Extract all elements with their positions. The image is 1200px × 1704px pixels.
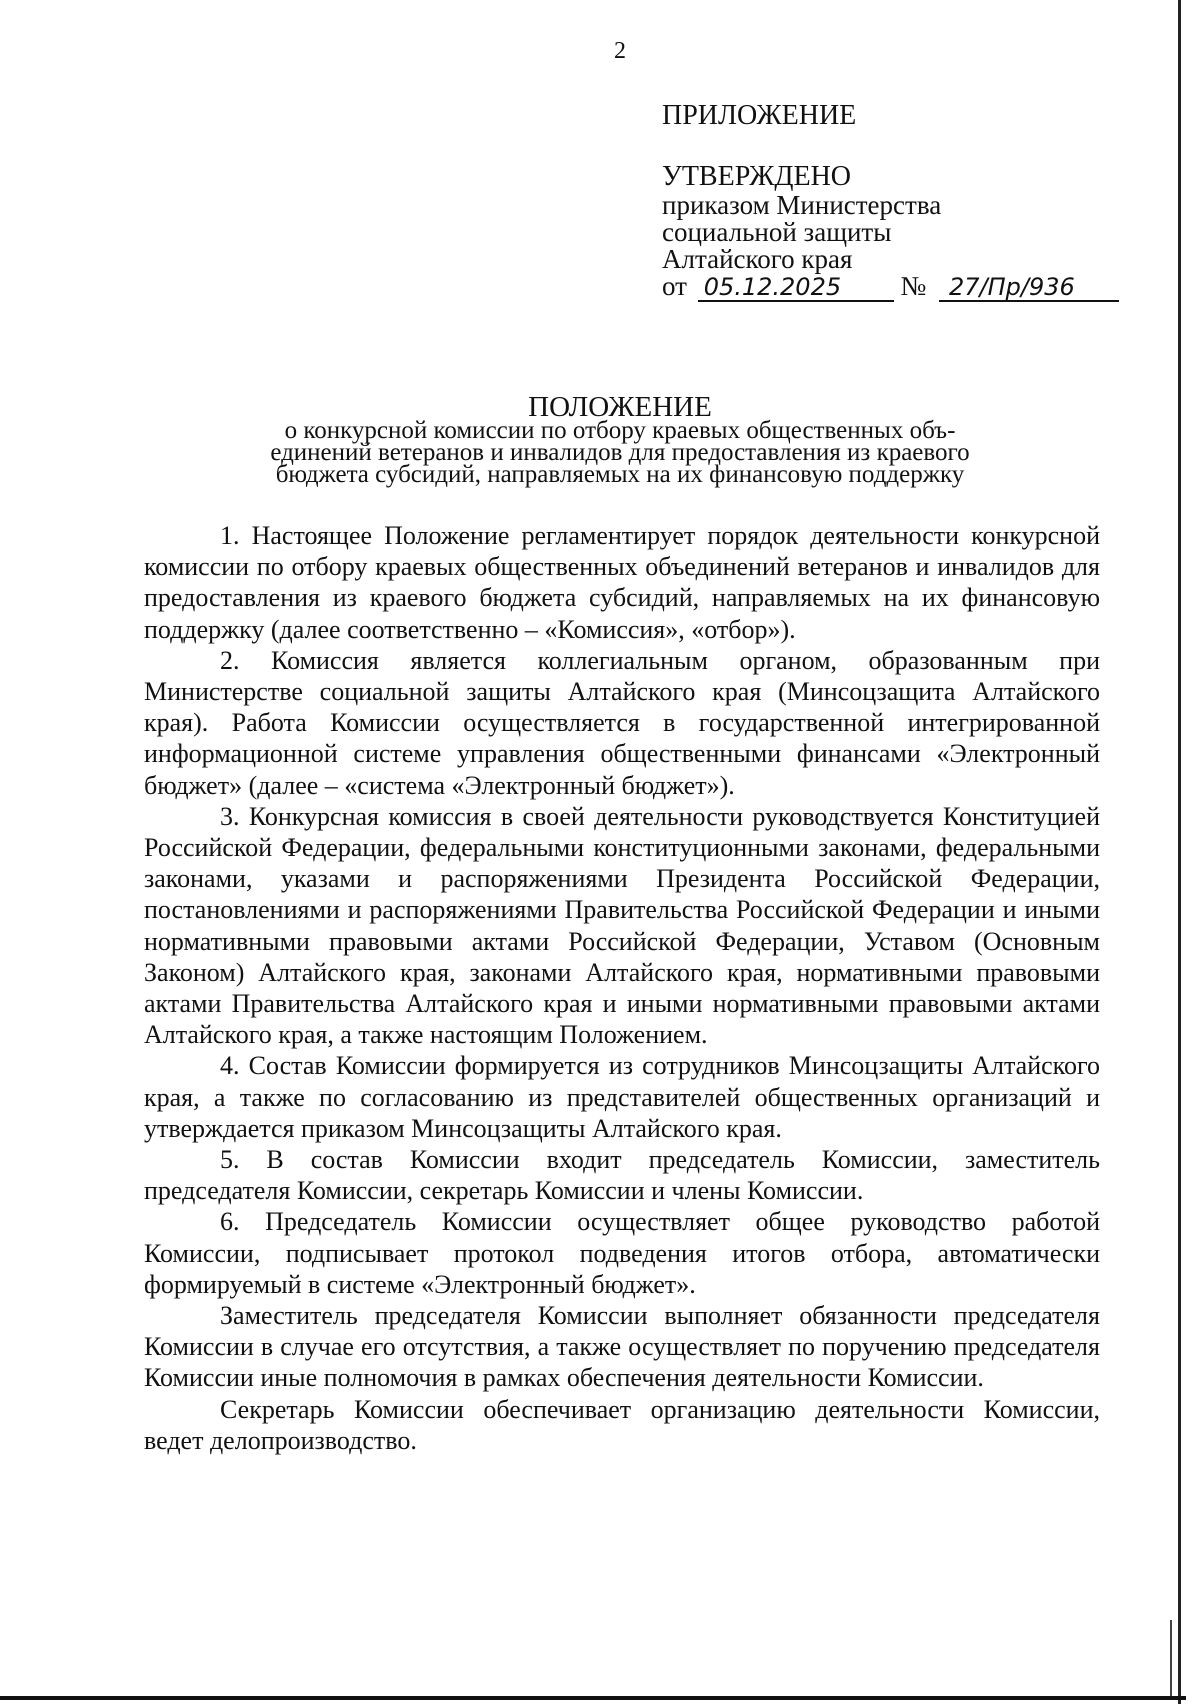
subtitle-line: единений ветеранов и инвалидов для предоставления из краевого — [270, 439, 970, 466]
document-body — [144, 520, 1100, 1456]
paragraph-2: 2. Комиссия является коллегиальным органом, образованным при Министерстве социальной защиты Алтайского края (Минсоцзащита Алтайского края). Работа Комиссии осуществляется в государственной интегрированной информационной системе управления общественными финансами «Электронный бюджет» (далее – «система «Электронный бюджет»). — [144, 645, 1100, 800]
paragraph-secretary: Секретарь Комиссии обеспечивает организацию деятельности Комиссии, ведет делопроизводство. — [144, 1394, 1100, 1455]
handwritten-order-number: 27/Пр/936 — [939, 274, 1119, 302]
order-line-2: социальной защиты — [662, 217, 892, 247]
scan-edge-bottom — [0, 1696, 1186, 1700]
approved-label: УТВЕРЖДЕНО — [662, 161, 852, 192]
appendix-label: ПРИЛОЖЕНИЕ — [662, 100, 857, 131]
document-title: ПОЛОЖЕНИЕ — [528, 391, 712, 423]
paragraph-6: 6. Председатель Комиссии осуществляет общее руководство работой Комиссии, подписывает протокол подведения итогов отбора, автоматически формируемый в системе «Электронный бюджет». — [144, 1207, 1100, 1299]
order-date-number-line — [662, 273, 1122, 302]
scan-edge-right — [1178, 0, 1181, 1704]
paragraph-deputy: Заместитель председателя Комиссии выполняет обязанности председателя Комиссии в случае его отсутствия, а также осуществляет по поручению председателя Комиссии иные полномочия в рамках обеспечения деятельности Комиссии. — [144, 1301, 1100, 1393]
subtitle-line: бюджета субсидий, направляемых на их финансовую поддержку — [275, 461, 965, 488]
document-subtitle — [200, 417, 1040, 488]
date-prefix: от — [662, 271, 687, 301]
page-number: 2 — [614, 38, 626, 64]
scan-edge-inner — [1170, 1620, 1172, 1700]
handwritten-date: 05.12.2025 — [698, 274, 894, 302]
subtitle-line: о конкурсной комиссии по отбору краевых общественных объ- — [284, 417, 956, 444]
order-line-1: приказом Министерства — [662, 190, 942, 220]
order-line-3: Алтайского края — [662, 244, 853, 274]
paragraph-4: 4. Состав Комиссии формируется из сотрудников Минсоцзащиты Алтайского края, а также по согласованию из представителей общественных организаций и утверждается приказом Минсоцзащиты Алтайского края. — [144, 1051, 1100, 1143]
paragraph-3: 3. Конкурсная комиссия в своей деятельности руководствуется Конституцией Российской Федерации, федеральными конституционными законами, федеральными законами, указами и распоряжениями Президента Российской Федерации, постановлениями и распоряжениями Правительства Российской Федерации и иными нормативными правовыми актами Российской Федерации, Уставом (Основным Законом) Алтайского края, законами Алтайского края, нормативными правовыми актами Правительства Алтайского края и иными нормативными правовыми актами Алтайского края, а также настоящим Положением. — [144, 801, 1100, 1050]
approval-block — [662, 102, 1122, 302]
paragraph-5: 5. В состав Комиссии входит председатель Комиссии, заместитель председателя Комиссии, секретарь Комиссии и члены Комиссии. — [144, 1145, 1100, 1206]
number-prefix: № — [900, 271, 927, 301]
paragraph-1: 1. Настоящее Положение регламентирует порядок деятельности конкурсной комиссии по отбору краевых общественных объединений ветеранов и инвалидов для предоставления из краевого бюджета субсидий, направляемых на их финансовую поддержку (далее соответственно – «Комиссия», «отбор»). — [144, 521, 1100, 644]
